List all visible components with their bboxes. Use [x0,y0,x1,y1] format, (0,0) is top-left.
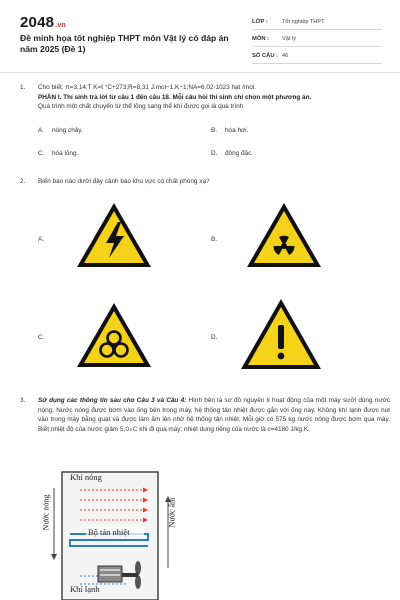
biohazard-warning-icon[interactable] [75,300,153,370]
question-3-body: Hình bên là sơ đồ nguyên lí hoạt động của một máy sưởi dùng nước nóng. Nước nóng được bơm vào ống bên trong máy, hệ thống tản nhiệt được gắn với ống này. Không khí lạnh được hút vào trong máy bằng quạt và được làm ấm lên nhờ hệ thống tản nhiệt. Mỗi giờ có 575 kg nước nóng được bơm qua máy. Biết nhiệt độ của nước giảm 5,0∘C khi đi qua máy; nhiệt dung riêng của nước là c=4180 J/kg.K. [38,397,390,433]
water-out-label: Nước ấm [167,497,177,528]
part-heading: PHẦN I. Thí sinh trả lời từ câu 1 đến câu 18. Mỗi câu hỏi thí sinh chỉ chọn một phương án. [38,93,312,101]
q2-option-a-label[interactable] [38,236,44,243]
q1-option-d[interactable] [211,150,253,157]
document-title: Đề minh họa tốt nghiệp THPT môn Vật lý có đáp án năm 2025 (Đề 1) [20,33,229,54]
option-text: hóa lỏng. [52,150,79,157]
option-letter: D. [211,334,218,341]
logo-text: 2048 [20,14,55,31]
question-2-text: Biển báo nào dưới đây cảnh báo khu vực có chất phóng xạ? [38,178,210,185]
q1-option-a[interactable] [38,127,83,134]
meta-row-class [252,14,382,30]
water-in-label: Nước nóng [41,494,51,531]
question-number: 3. [20,397,26,404]
high-voltage-warning-icon[interactable] [75,200,153,270]
option-letter: A. [38,236,45,243]
q2-option-b-label[interactable] [211,236,217,243]
hot-air-label: Khí nóng [70,472,102,482]
meta-info [252,14,382,65]
site-logo[interactable] [20,14,66,31]
q1-option-c[interactable] [38,150,78,157]
question-1 [20,83,390,112]
radiator-label: Bộ tản nhiệt [88,527,130,537]
meta-key: SỐ CÂU : [252,52,279,59]
q2-option-c-label[interactable] [38,334,44,341]
exclamation-warning-icon[interactable] [238,296,324,372]
option-letter: C. [38,150,45,157]
question-3 [20,396,390,434]
question-number: 1. [20,84,26,91]
option-text: đông đặc. [225,150,254,157]
option-text: hóa hơi. [225,127,249,134]
meta-key: LỚP : [252,18,268,25]
option-letter: D. [211,150,218,157]
meta-value: Vật lý [282,35,296,42]
option-letter: A. [38,127,45,134]
radiation-warning-icon[interactable] [245,200,323,270]
header-divider [0,72,400,73]
option-letter: B. [211,236,218,243]
question-3-lead: Sử dụng các thông tin sau cho Câu 3 và Câu 4: [38,397,187,404]
meta-key: MÔN : [252,35,270,42]
logo-suffix: .vn [55,22,66,29]
question-number: 2. [20,178,26,185]
heater-diagram [40,468,180,600]
question-2 [20,177,390,187]
inlet-arrow [51,554,57,560]
meta-row-subject [252,31,382,47]
option-letter: B. [211,127,218,134]
meta-value: 46 [282,52,289,59]
meta-row-count [252,48,382,64]
q1-option-b[interactable] [211,127,248,134]
option-text: nóng chảy. [52,127,83,134]
motor-stripe [100,569,120,571]
cold-air-label: Khí lạnh [70,584,100,594]
option-letter: C. [38,334,45,341]
motor-stripe [100,574,120,576]
meta-value: Tốt nghiệp THPT [282,18,325,25]
page-header [0,0,400,72]
question-1-given: Cho biết: π=3,14;T K=t °C+273;R=8,31 J.mol−1.K−1;NA=6,02⋅1023 hạt /mol. [38,84,256,91]
q2-option-d-label[interactable] [211,334,217,341]
question-3-text [38,396,390,434]
question-1-text: Quá trình một chất chuyển từ thể lỏng sang thể khí được gọi là quá trình [38,103,244,110]
